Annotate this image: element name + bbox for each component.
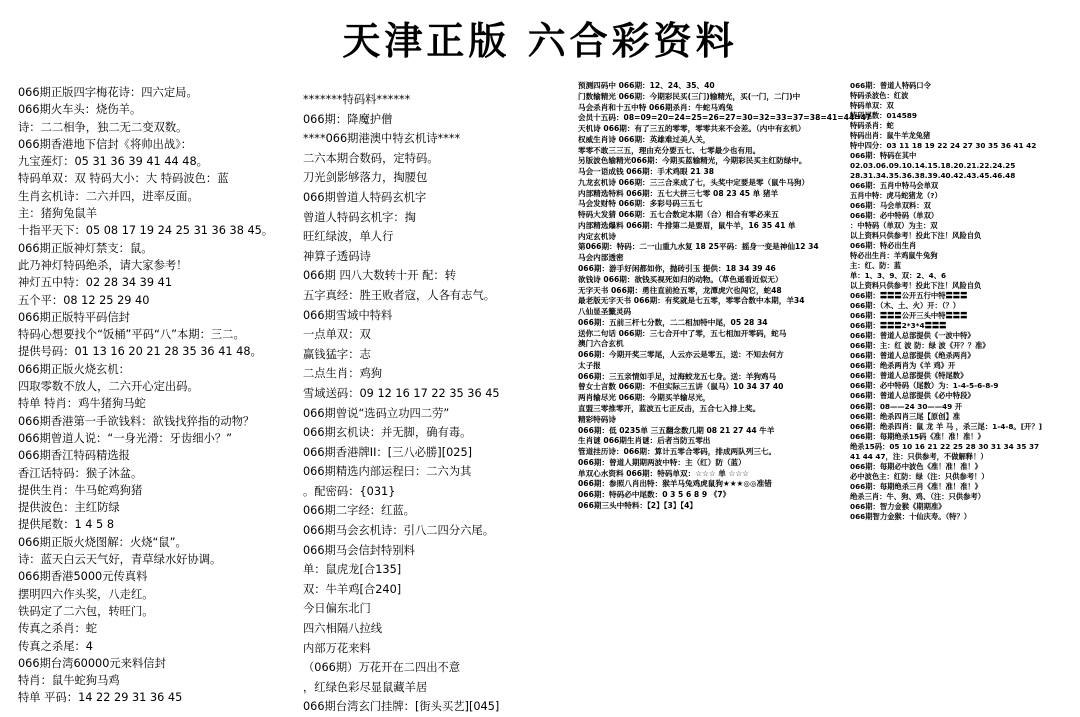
text-line: 特码尾数：014589 bbox=[850, 111, 917, 121]
text-line: 066期正版火烧图解：火烧“鼠”。 bbox=[18, 535, 187, 549]
text-line: 066期：每期绝杀三肖《准！准！准！》 bbox=[850, 481, 982, 491]
text-line: 特码心想要找个“饭桶”平码“八”本期：三二。 bbox=[18, 328, 245, 342]
text-line: 特中四分：03 11 18 19 22 24 27 30 35 36 41 42 bbox=[850, 141, 1037, 151]
text-line: 九宝莲灯：05 31 36 39 41 44 48。 bbox=[18, 155, 208, 169]
column-4 bbox=[850, 81, 1072, 522]
text-line: 主：猪狗兔鼠羊 bbox=[18, 207, 98, 221]
text-line: 066期火车头：烧伤羊。 bbox=[18, 103, 142, 117]
text-line: 066期：曾道人总部提供《一波中特》 bbox=[850, 331, 975, 341]
text-line: 066期正版火烧玄机： bbox=[18, 362, 130, 376]
text-line: 十指平天下：05 08 17 19 24 25 31 36 38 45。 bbox=[18, 224, 274, 238]
text-line: 066期曾道人说：“一身光滑：牙齿细小？” bbox=[18, 431, 233, 445]
text-line: 066期：曾道人特码口令 bbox=[850, 81, 931, 90]
text-line: 特单 平码：14 22 29 31 36 45 bbox=[18, 691, 183, 705]
text-line: 雪域送码：09 12 16 17 22 35 36 45 bbox=[303, 386, 500, 400]
text-line: 066期：五前三杆七分数，二二相加特中尾，05 28 34 bbox=[578, 317, 768, 327]
text-line: 铁码定了二六包，转旺门。 bbox=[18, 604, 154, 618]
text-line: 066期：主：红 波 防：绿 波《开？？准》 bbox=[850, 341, 990, 351]
text-line: 066期：特必出生肖 bbox=[850, 241, 917, 251]
text-line: 神算子透码诗 bbox=[303, 249, 371, 263]
text-line: 066期台湾60000元来料信封 bbox=[18, 656, 166, 670]
text-line: 预测四码中 066期：12、24、35、40 bbox=[578, 81, 715, 90]
text-line: 066期 四八大数转十开 配：转 bbox=[303, 269, 457, 283]
text-line: 四六相隔八拉线 bbox=[303, 622, 383, 636]
text-line: 066期曾道人特码玄机字 bbox=[303, 190, 427, 204]
text-line: 066期：08——24 30——49 开 bbox=[850, 401, 963, 411]
text-line: 066期香港5000元传真料 bbox=[18, 570, 148, 584]
text-line: 主：红、防：蓝 bbox=[850, 261, 902, 271]
text-line: 066期：五肖中特马会单双 bbox=[850, 181, 939, 191]
text-line: 无字天书 066期：勇往直前抢五零，龙潭虎穴也闯它，蛇48 bbox=[578, 285, 782, 295]
text-line: 四取零数不放人，二六开心定出码。 bbox=[18, 380, 199, 394]
text-line: 066期：绝杀四肖三尾【原创】准 bbox=[850, 411, 961, 421]
text-line: 066期：绝杀四肖：鼠 龙 羊 马 ，杀三尾：1-4-8。[开？] bbox=[850, 421, 1042, 431]
text-line: 066期精选内部运程曰：二六为其 bbox=[303, 465, 472, 479]
text-line: 066期：降魔护僧 bbox=[303, 112, 393, 126]
text-line: 066期马会信封特别料 bbox=[303, 543, 415, 557]
text-line: 066期：三五亲情如手足，过海蛟龙五七身。送：羊狗鸡马 bbox=[578, 371, 777, 381]
text-line: 41 44 47，注：只供参考，不做解释！） bbox=[850, 451, 988, 461]
text-line: 绝杀三肖：牛、狗、鸡、（注：只供参考） bbox=[850, 491, 985, 501]
text-line: 太子报 bbox=[578, 360, 601, 370]
text-line: 066期正版特平码信封 bbox=[18, 310, 130, 324]
text-line: 066期正版四字梅花诗：四六定局。 bbox=[18, 86, 198, 99]
text-line: 066期：低 0235单 三五翻念数几期 08 21 27 44 牛羊 bbox=[578, 425, 775, 435]
text-line: 066期：曾道人期期两波中特：主（红）防（蓝） bbox=[578, 457, 746, 467]
text-line: ：中特码（单双）为主：双 bbox=[850, 221, 938, 231]
text-line: 单：鼠虎龙[合135] bbox=[303, 563, 402, 577]
text-line: *******特码料****** bbox=[303, 93, 411, 106]
text-line: 摆明四六作头奖，八走红。 bbox=[18, 587, 154, 601]
text-line: 九龙玄机诗 066期：三三合来成了七，头奖中定要是零（鼠牛马狗） bbox=[578, 177, 810, 187]
text-line: 066期：今期开奖三零尾，人云亦云是零五，送：不知去何方 bbox=[578, 350, 784, 360]
text-line: 内部精选爆料 066期：牛排第二是要眉，鼠牛羊，16 35 41 单 bbox=[578, 220, 796, 230]
text-line: 赢钱猛字：志 bbox=[303, 347, 371, 361]
text-line: 五个平：08 12 25 29 40 bbox=[18, 293, 150, 307]
text-line: 066期：〓〓〓公开五行中特〓〓〓 bbox=[850, 291, 968, 301]
text-line: 066期：（木、土、火）开：（？） bbox=[850, 301, 961, 311]
text-line: 066期台湾玄门挂牌：[街头买艺][045] bbox=[303, 700, 500, 714]
text-line: 特码大发猜 066期：五七合数定本期（合）相合有零必来五 bbox=[578, 210, 779, 220]
text-line: 内部精选特料 066期：五七大拼三七零 08 23 45 单 猪羊 bbox=[578, 188, 779, 198]
text-line: 066期三头中特料：【2】【3】【4】 bbox=[578, 500, 698, 510]
text-line: 特肖：鼠牛蛇狗马鸡 bbox=[18, 674, 120, 688]
text-line: 此乃神灯特码绝杀，请大家参考！ bbox=[18, 258, 188, 272]
text-line: 二六本期合数码，定特码。 bbox=[303, 151, 439, 165]
text-line: 神灯五中特：02 28 34 39 41 bbox=[18, 276, 173, 290]
text-line: 02.03.06.09.10.14.15.18.20.21.22.24.25 bbox=[850, 161, 1016, 171]
text-line: 权威生肖诗 066期：英雄难过美人关， bbox=[578, 134, 711, 144]
text-line: 曾道人特码玄机字：掏 bbox=[303, 210, 416, 224]
text-line: 门数输精光 066期：今期彩民买(三门)输精光，买(一门，二门)中 bbox=[578, 91, 801, 101]
text-line: 精彩特码诗 bbox=[578, 414, 616, 424]
text-line: 管道挂历诗：066期：算计五零合零码，排成两队列三七。 bbox=[578, 447, 777, 457]
text-line: 066期雪域中特料 bbox=[303, 308, 393, 322]
text-line: 以上资料只供参考！投此下注！风险自负 bbox=[850, 231, 982, 241]
text-line: 另版波色输精光066期：今期买蓝输精光，今期彩民买主红防绿中。 bbox=[578, 156, 807, 166]
text-line: 马会发财特 066期：多彩号码三五七 bbox=[578, 199, 703, 209]
text-line: 诗：蓝天白云天气好，青草绿水好协调。 bbox=[18, 553, 222, 567]
text-line: 五肖中特：虎马蛇猪龙（?） bbox=[850, 191, 942, 201]
text-line: 066期：游手好闲都如你，抛砖引玉 提供：18 34 39 46 bbox=[578, 264, 776, 274]
text-line: ，红绿色彩尽显鼠藏羊居 bbox=[303, 680, 428, 694]
text-line: 澳门六合玄机 bbox=[578, 339, 624, 349]
text-line: 066期：马会单双料：双 bbox=[850, 201, 931, 211]
text-line: ****066期港澳中特玄机诗**** bbox=[303, 132, 461, 146]
text-line: 066期香港牌II：[三八必勝][025] bbox=[303, 445, 473, 459]
text-line: 066期：智力金猴《期期准》 bbox=[850, 501, 946, 511]
text-line: 旺红绿波，单人行 bbox=[303, 230, 394, 244]
text-line: 传真之杀尾：4 bbox=[18, 639, 93, 653]
text-line: 第066期：特码：二一山重九水复 18 25平码：摇身一变是神仙12 34 bbox=[578, 242, 819, 252]
text-line: 生肖谜 066期生肖谜：后者当防五零出 bbox=[578, 436, 711, 446]
text-line: 066期正版神灯禁支：鼠。 bbox=[18, 241, 153, 255]
text-line: 曾女士言数 066期：不但实际三五讲（鼠马）10 34 37 40 bbox=[578, 382, 784, 392]
text-line: 内部万花来料 bbox=[303, 641, 371, 655]
text-line: 五字真经：胜王败者寇，人各有志气。 bbox=[303, 288, 496, 302]
text-line: 直盟三零推零开，蓝波五七正反击，五合七入排上奖。 bbox=[578, 403, 761, 413]
text-line: 特码杀肖：蛇 bbox=[850, 121, 894, 131]
text-line: 提供尾数：1 4 5 8 bbox=[18, 518, 115, 532]
text-line: 送你二句话 066期：三七合开中了零，五七相加开零码，蛇马 bbox=[578, 328, 787, 338]
text-line: 特码出肖：鼠牛羊龙兔猪 bbox=[850, 131, 931, 141]
text-line: 066期马会玄机诗：引八二四分六尾。 bbox=[303, 524, 495, 538]
text-line: 马会内部透密 bbox=[578, 253, 624, 263]
text-line: 今日偏东北门 bbox=[303, 602, 371, 616]
text-line: 066期玄机诀：并无脚，确有毒。 bbox=[303, 426, 472, 440]
text-line: 零零不敢三三五，理由充分要五七、七零最少也有用。 bbox=[578, 145, 761, 155]
text-line: 必中波色主：红防：绿（注：只供参考！） bbox=[850, 471, 989, 481]
text-line: 双：牛羊鸡[合240] bbox=[303, 582, 402, 596]
text-line: 特码杀波色：红波 bbox=[850, 91, 909, 101]
text-line: 066期：曾道人总部提供《必中特段》 bbox=[850, 391, 975, 401]
text-line: 单：1、3、9、双：2、4、6 bbox=[850, 271, 947, 281]
text-line: 066期：每期绝杀15码《准！准！准！》 bbox=[850, 431, 985, 441]
text-line: 欲钱诗 066期：欲钱买视死如归的动物。（草色遥看近似无） bbox=[578, 274, 783, 284]
text-line: 特码单双：双 特码大小：大 特码波色：蓝 bbox=[18, 172, 229, 186]
text-line: 二点生肖：鸡狗 bbox=[303, 367, 383, 381]
text-line: 066期：必中特码（尾数）为：1-4-5-6-8-9 bbox=[850, 381, 999, 391]
text-line: 066期香港地下信封《将帅出战》： bbox=[18, 137, 193, 151]
text-line: 传真之杀肖：蛇 bbox=[18, 622, 98, 636]
text-line: 最老版无字天书 066期：有奖就是七五零，零零合数中本期，羊34 bbox=[578, 296, 805, 306]
text-line: 。配密码：{031} bbox=[303, 484, 396, 498]
text-line: 两肖输尽光 066期：今期买羊输尽光， bbox=[578, 393, 711, 403]
text-line: 天机诗 066期：有了三五的零零，零零共来不会差。（内中有玄机） bbox=[578, 124, 806, 134]
text-line: 一点单双：双 bbox=[303, 328, 371, 342]
text-line: 066期香港第一手欲钱料：欲钱找猝指的动物？ bbox=[18, 414, 255, 428]
text-line: 八仙显圣籤灵码 bbox=[578, 307, 632, 317]
text-line: 单双心水资料 066期：特码单双：☆☆☆ 单 ☆☆☆ bbox=[578, 468, 749, 478]
text-line: 066期：特码在其中 bbox=[850, 151, 917, 161]
text-line: 066期：〓〓〓公开三头中特〓〓〓 bbox=[850, 311, 968, 321]
text-line: 066期智力金猴：十仙庆寿。（特？） bbox=[850, 511, 972, 521]
text-line: 066期：必中特码（单双） bbox=[850, 211, 939, 221]
column-2 bbox=[303, 90, 563, 717]
text-line: 066期：参照八肖出特：猴羊马兔鸡虎鼠狗★★★◎◎准错 bbox=[578, 479, 772, 489]
text-line: 提供生肖：牛马蛇鸡狗猪 bbox=[18, 483, 143, 497]
text-line: 066期：曾道人总部提供《绝杀两肖》 bbox=[850, 351, 975, 361]
text-line: 066期二字经：红蓝。 bbox=[303, 504, 415, 518]
text-line: 特码单双：双 bbox=[850, 101, 894, 111]
column-1 bbox=[18, 84, 296, 707]
text-line: 生肖玄机诗：二六并四，进率反面。 bbox=[18, 189, 199, 203]
text-line: 28.31.34.35.36.38.39.40.42.43.45.46.48 bbox=[850, 171, 1016, 181]
text-line: 066期：〓〓〓2*3*4〓〓〓 bbox=[850, 321, 947, 331]
text-line: 066期曾说“选码立功四二劳” bbox=[303, 406, 450, 420]
text-line: 提供波色：主红防绿 bbox=[18, 501, 120, 515]
text-line: 066期：曾道人总部提供《特尾数》 bbox=[850, 371, 968, 381]
text-line: 马会一语成钱 066期：手术鸡眼 21 38 bbox=[578, 167, 715, 177]
text-line: 内定玄机诗 bbox=[578, 231, 616, 241]
text-line: 以上资料只供参考！投此下注！风险自负 bbox=[850, 281, 982, 291]
text-line: 提供号码：01 13 16 20 21 28 35 36 41 48。 bbox=[18, 345, 262, 359]
text-line: 066期：特码必中尾数：0 3 5 6 8 9 《7》 bbox=[578, 490, 731, 500]
text-line: 绝杀15码：05 10 16 21 22 25 28 30 31 34 35 37 bbox=[850, 441, 1040, 451]
text-line: 066期香江特码精选报 bbox=[18, 449, 130, 463]
text-line: 会员十五码：08=09=20=24=25=26=27=30=32=33=37=38=41=44=47 bbox=[578, 113, 872, 123]
text-line: 诗：二二相争，独二无二变双数。 bbox=[18, 120, 188, 134]
text-line: 066期：绝杀两肖为《羊 鸡》开 bbox=[850, 361, 956, 371]
page-title: 天津正版 六合彩资料 bbox=[342, 18, 738, 63]
text-line: 066期：每期必中波色《准！准！准！》 bbox=[850, 461, 982, 471]
text-line: 香江话特码：猴子沐盆。 bbox=[18, 466, 143, 480]
text-line: 刀光剑影够落力，掏腰包 bbox=[303, 171, 428, 185]
text-line: 特单 特肖：鸡牛猪狗马蛇 bbox=[18, 397, 146, 411]
text-line: 马会杀肖和十五中特 066期杀肖：牛蛇马鸡兔 bbox=[578, 102, 734, 112]
text-line: （066期）万花开在二四出不意 bbox=[303, 661, 461, 675]
text-line: 特必出生肖：羊鸡鼠牛兔狗 bbox=[850, 251, 938, 261]
